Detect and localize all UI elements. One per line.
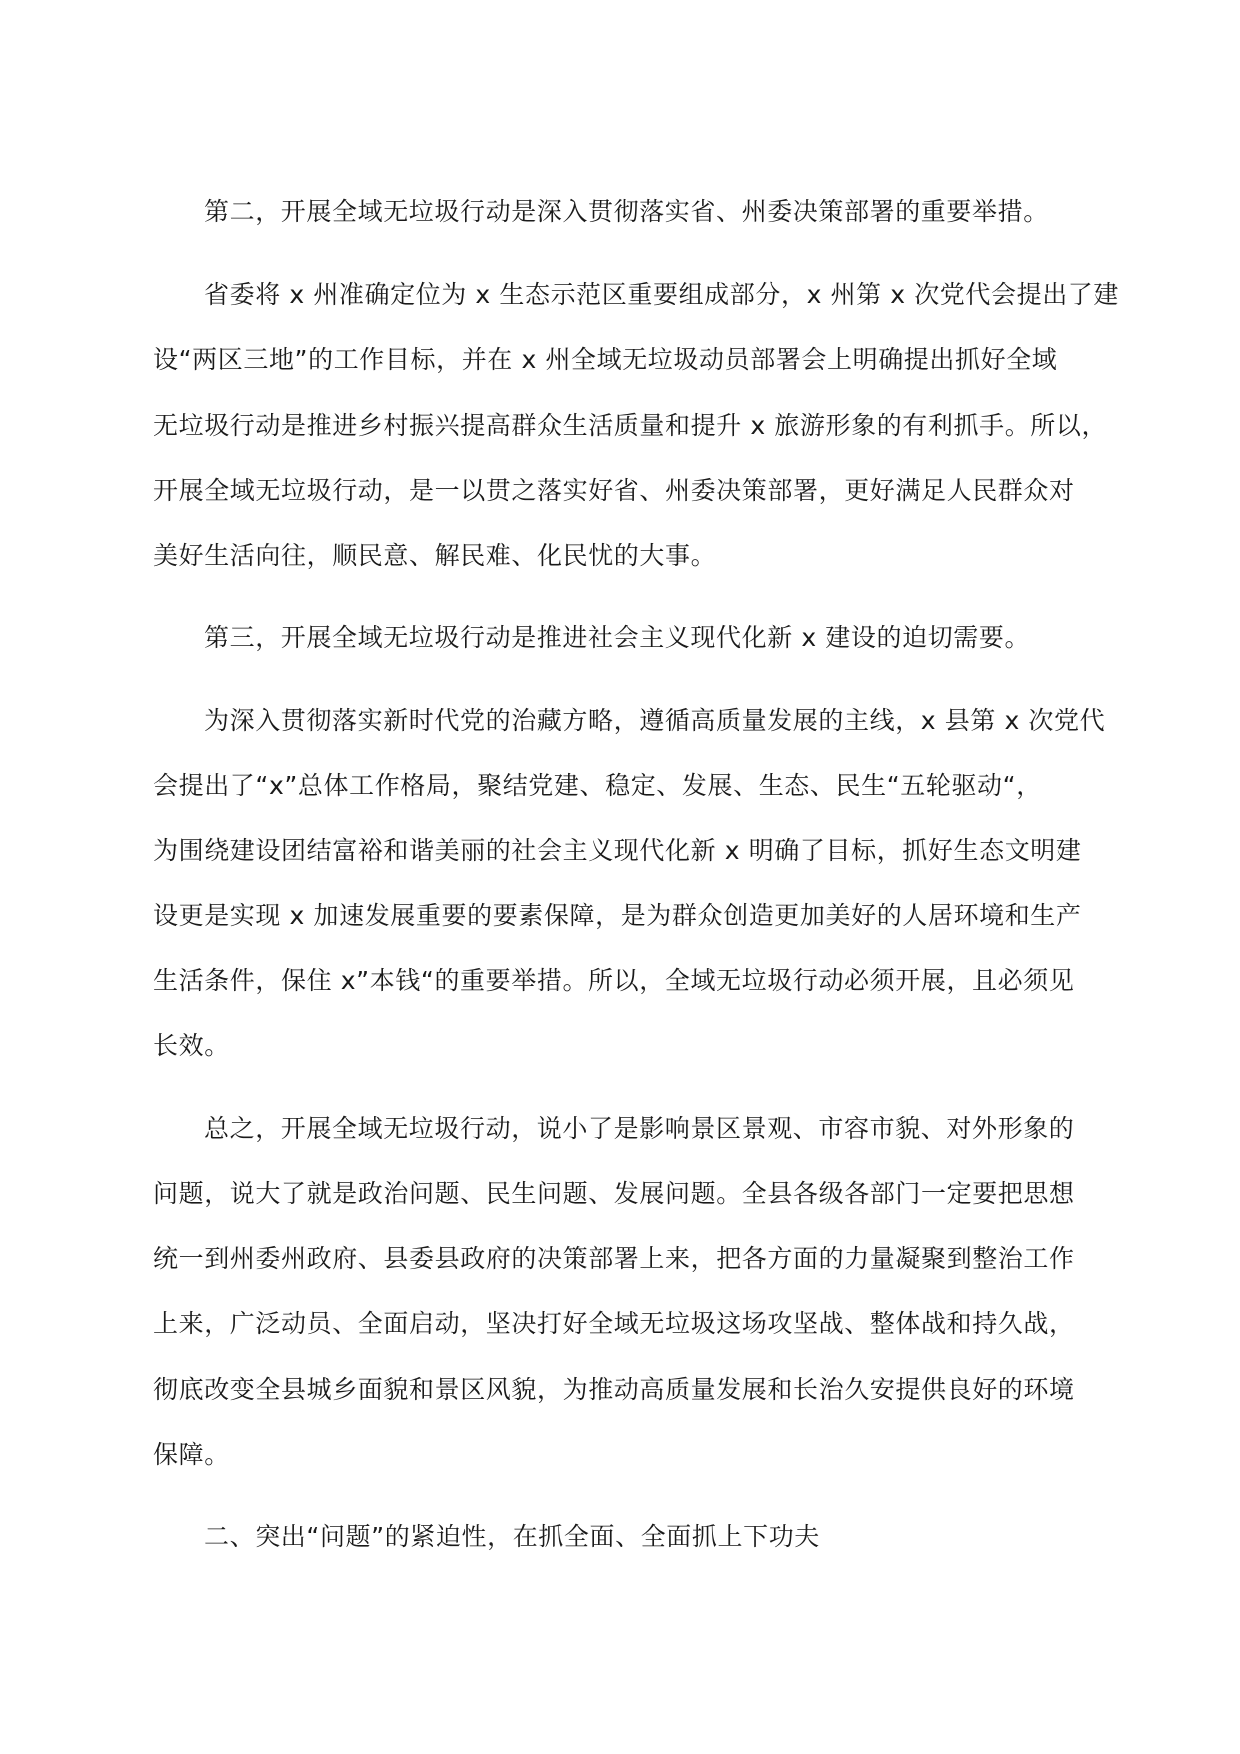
paragraph-text-line: 长效。 [153,1031,230,1060]
paragraph-text-line: 会提出了“x”总体工作格局，聚结党建、稳定、发展、生态、民生“五轮驱动“， [153,771,1042,800]
paragraph-text-line: 省委将 x 州准确定位为 x 生态示范区重要组成部分，x 州第 x 次党代会提出了建 [204,280,1120,309]
heading-second-point: 第二，开展全域无垃圾行动是深入贯彻落实省、州委决策部署的重要举措。 [204,197,1049,226]
paragraph-text-line: 问题，说大了就是政治问题、民生问题、发展问题。全县各级各部门一定要把思想 [153,1179,1075,1208]
paragraph-text-line: 统一到州委州政府、县委县政府的决策部署上来，把各方面的力量凝聚到整治工作 [153,1244,1075,1273]
heading-third-point: 第三，开展全域无垃圾行动是推进社会主义现代化新 x 建设的迫切需要。 [204,623,1031,652]
paragraph-text-line: 为深入贯彻落实新时代党的治藏方略，遵循高质量发展的主线，x 县第 x 次党代 [204,706,1106,735]
paragraph-text-line: 生活条件，保住 x”本钱“的重要举措。所以，全域无垃圾行动必须开展，且必须见 [153,966,1075,995]
paragraph-text-line: 美好生活向往，顺民意、解民难、化民忧的大事。 [153,541,717,570]
section-heading-two: 二、突出“问题”的紧迫性，在抓全面、全面抓上下功夫 [204,1522,820,1551]
paragraph-text-line: 上来，广泛动员、全面启动，坚决打好全域无垃圾这场攻坚战、整体战和持久战， [153,1309,1075,1338]
paragraph-text-line: 开展全域无垃圾行动，是一以贯之落实好省、州委决策部署，更好满足人民群众对 [153,476,1075,505]
paragraph-text-line: 为围绕建设团结富裕和谐美丽的社会主义现代化新 x 明确了目标，抓好生态文明建 [153,836,1082,865]
paragraph-text-line: 无垃圾行动是推进乡村振兴提高群众生活质量和提升 x 旅游形象的有利抓手。所以， [153,411,1108,440]
paragraph-text-line: 保障。 [153,1440,230,1469]
paragraph-text-line: 总之，开展全域无垃圾行动，说小了是影响景区景观、市容市貌、对外形象的 [204,1114,1075,1143]
paragraph-text-line: 设更是实现 x 加速发展重要的要素保障，是为群众创造更加美好的人居环境和生产 [153,901,1082,930]
paragraph-text-line: 设“两区三地”的工作目标，并在 x 州全域无垃圾动员部署会上明确提出抓好全域 [153,345,1058,374]
paragraph-text-line: 彻底改变全县城乡面貌和景区风貌，为推动高质量发展和长治久安提供良好的环境 [153,1375,1075,1404]
